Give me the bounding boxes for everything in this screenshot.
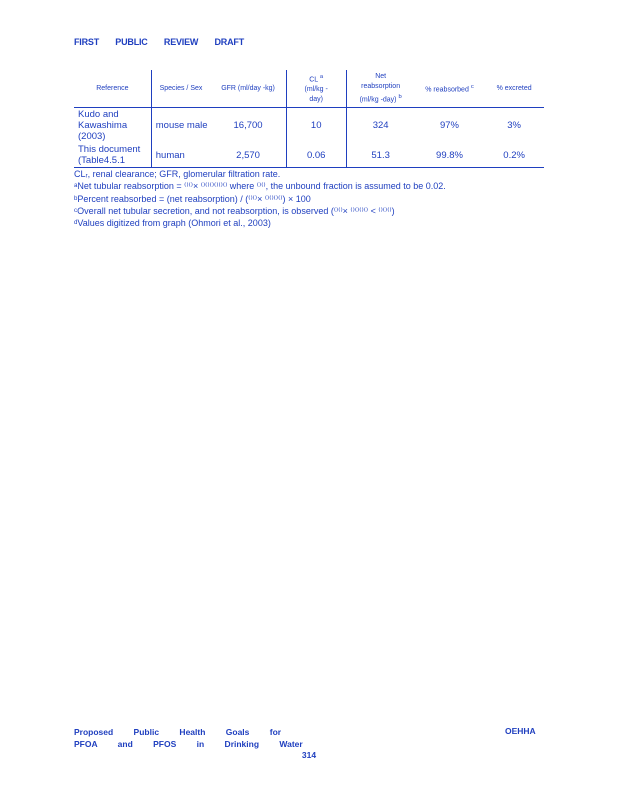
header-cl: CL $^a$ (ml/kg - day) bbox=[286, 70, 346, 108]
header-excreted: % excreted bbox=[484, 70, 544, 108]
table-row bbox=[74, 143, 544, 168]
table-header-row bbox=[74, 70, 544, 108]
table-footnotes bbox=[74, 168, 554, 229]
header-gfr: GFR (ml/day -kg) bbox=[210, 70, 286, 108]
cell-species: human bbox=[151, 143, 210, 168]
cell-excreted: 3% bbox=[507, 120, 521, 132]
footnote-abbreviations: CLᵣ, renal clearance; GFR, glomerular filtration rate. bbox=[74, 169, 281, 179]
cell-cl: 0.06 bbox=[286, 143, 346, 168]
cell-gfr: 16,700 bbox=[233, 120, 263, 132]
cell-gfr: 2,570 bbox=[210, 143, 286, 168]
header-net-reabsorption: Net reabsorption (ml/kg -day) $^b$ bbox=[346, 70, 415, 108]
cell-cl: 10 bbox=[286, 108, 346, 144]
cell-reabsorbed: 99.8% bbox=[415, 143, 485, 168]
footnote-d: ᵈValues digitized from graph (Ohmori et al., 2003) bbox=[74, 218, 271, 229]
cell-reference: Kudo and Kawashima (2003) bbox=[78, 109, 128, 143]
table-row bbox=[74, 108, 544, 144]
header-species: Species / Sex bbox=[151, 70, 210, 108]
cell-net: 51.3 bbox=[346, 143, 415, 168]
cell-excreted: 0.2% bbox=[484, 143, 544, 168]
cell-reference: This document (Table4.5.1 bbox=[74, 143, 151, 168]
header-reabsorbed: % reabsorbed $^c$ bbox=[415, 70, 485, 108]
page-number: 314 bbox=[301, 750, 317, 760]
cell-reabsorbed: 97% bbox=[439, 120, 459, 132]
header-reference: Reference bbox=[74, 70, 151, 108]
cell-net: 324 bbox=[346, 108, 415, 144]
footnote-b: ᵇPercent reabsorbed = (net reabsorption) / (⁽⁾⁽⁾× ⁽⁾⁽⁾⁽⁾⁽⁾) × 100 bbox=[74, 193, 311, 204]
footer-agency: OEHHA bbox=[505, 726, 536, 736]
renal-clearance-table bbox=[74, 70, 544, 168]
footer-title: Proposed Public Health Goals for PFOA and PFOS in Drinking Water bbox=[74, 727, 303, 749]
cell-species: mouse male bbox=[151, 108, 210, 144]
footnote-a: ᵃNet tubular reabsorption = ⁽⁾⁽⁾× ⁽⁾⁽⁾⁽⁾⁽⁾⁽⁾⁽⁾ where ⁽⁾⁽⁾, the unbound fraction is assumed to be 0.02. bbox=[74, 181, 446, 192]
page-header: FIRST PUBLIC REVIEW DRAFT bbox=[74, 37, 244, 47]
footnote-c: ᶜOverall net tubular secretion, and not reabsorption, is observed (⁽⁾⁽⁾× ⁽⁾⁽⁾⁽⁾⁽⁾ < ⁽⁾⁽⁾⁽⁾) bbox=[74, 205, 395, 216]
